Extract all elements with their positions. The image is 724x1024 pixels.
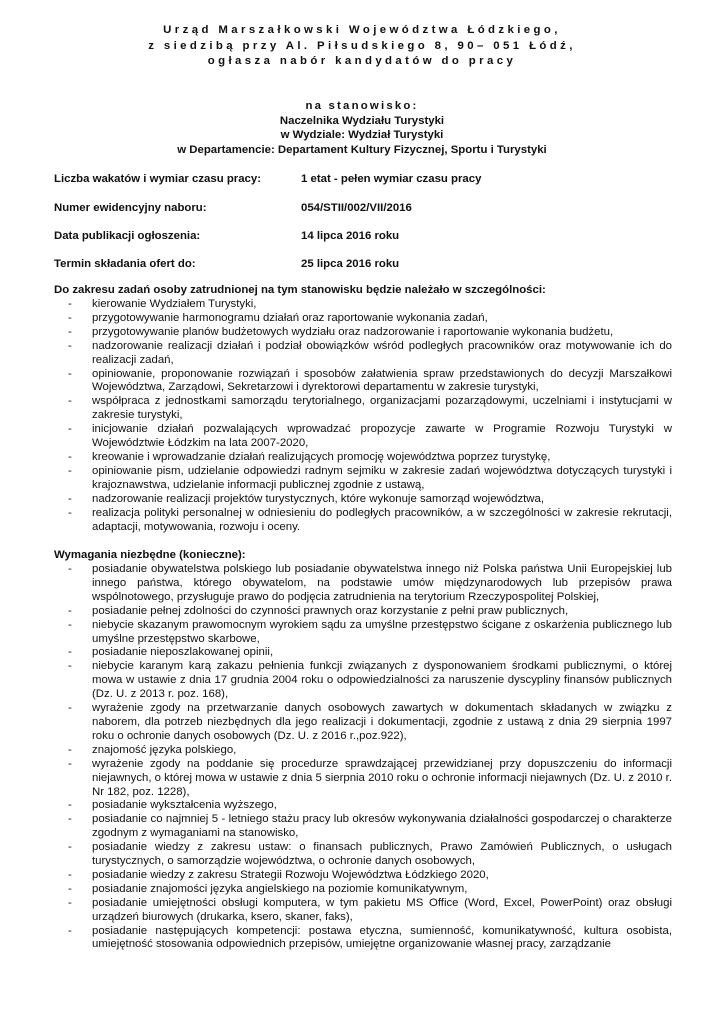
position-title: Naczelnika Wydziału Turystyki: [279, 114, 445, 127]
meta-row-deadline: [54, 258, 694, 274]
list-item: - niebycie karanym karą zakazu pełnienia funkcji związanych z dysponowaniem środkami publicznymi, o której mowa w ustawie z dnia 17 grudnia 2004 roku o odpowiedzialności za naruszenie dyscypliny finansów publicznych (Dz. U. z 2013 r. poz. 168),: [68, 660, 672, 702]
meta-value: 054/STII/002/VII/2016: [301, 202, 412, 214]
list-item: - posiadanie wykształcenia wyższego,: [68, 799, 672, 813]
list-item: - posiadanie następujących kompetencji: postawa etyczna, sumienność, komunikatywność, kultura osobista, umiejętność stosowania odpowiednich przepisów, umiejętne organizowanie własnej pracy, zarządzanie: [68, 925, 672, 953]
list-item: - nadzorowanie realizacji działań i podział obowiązków wśród podległych pracowników oraz motywowanie ich do realizacji zadań,: [68, 340, 672, 368]
meta-row-published: [54, 230, 694, 246]
meta-label: Data publikacji ogłoszenia:: [54, 230, 201, 242]
list-item: - wyrażenie zgody na przetwarzanie danych osobowych zawartych w dokumentach składanych w związku z naborem, dla potrzeb niezbędnych dla jego realizacji i dokumentacji, zgodnie z ustawą z dnia 29 sierpnia 1997 roku o ochronie danych osobowych (Dz. U. z 2016 r.,poz.922),: [68, 702, 672, 744]
list-item: - posiadanie co najmniej 5 - letniego stażu pracy lub okresów wykonywania działalności gospodarczej o charakterze zgodnym z wymaganiami na stanowisko,: [68, 813, 672, 841]
meta-row-vacancies: [54, 173, 694, 189]
list-item: - przygotowywanie harmonogramu działań oraz raportowanie wykonania zadań,: [68, 312, 672, 326]
meta-value: 14 lipca 2016 roku: [301, 230, 400, 242]
header-line-2: z siedzibą przy Al. Piłsudskiego 8, 90– 051 Łódź,: [148, 39, 576, 52]
duties-list: [68, 298, 672, 534]
list-item: - opiniowanie pism, udzielanie odpowiedzi radnym sejmiku w zakresie zadań województwa dotyczących turystyki i krajoznawstwa, udzielanie informacji publicznej zgodnie z ustawą,: [68, 465, 672, 493]
requirements-title: Wymagania niezbędne (konieczne):: [54, 549, 246, 561]
position-section: w Departamencie: Departament Kultury Fizycznej, Sportu i Turystyki: [177, 143, 547, 156]
list-item: - wyrażenie zgody na poddanie się procedurze sprawdzającej przewidzianej przy dopuszczeniu do informacji niejawnych, o której mowa w ustawie z dnia 5 sierpnia 2010 roku o ochronie informacji niejawnych (Dz. U. z 2010 r. Nr 182, poz. 1228),: [68, 758, 672, 800]
list-item: - posiadanie nieposzlakowanej opinii,: [68, 646, 672, 660]
list-item: - posiadanie znajomości języka angielskiego na poziomie komunikatywnym,: [68, 883, 672, 897]
meta-label: Numer ewidencyjny naboru:: [54, 202, 207, 214]
meta-label: Termin składania ofert do:: [54, 258, 196, 270]
meta-value: 25 lipca 2016 roku: [301, 258, 400, 270]
list-item: - nadzorowanie realizacji projektów turystycznych, które wykonuje samorząd województwa,: [68, 493, 672, 507]
list-item: - kreowanie i wprowadzanie działań realizujących promocję województwa poprzez turystykę,: [68, 451, 672, 465]
position-department: w Wydziale: Wydział Turystyki: [280, 129, 444, 141]
list-item: - posiadanie wiedzy z zakresu ustaw: o finansach publicznych, Prawo Zamówień Publicznych, o usługach turystycznych, o samorządzie województwa, o ochronie danych osobowych,: [68, 841, 672, 869]
meta-value: 1 etat - pełen wymiar czasu pracy: [301, 173, 482, 185]
meta-label: Liczba wakatów i wymiar czasu pracy:: [54, 173, 262, 185]
list-item: - przygotowywanie planów budżetowych wydziału oraz nadzorowanie i raportowanie wykonania budżetu,: [68, 326, 672, 340]
list-item: - opiniowanie, proponowanie rozwiązań i sposobów załatwienia spraw przedstawionych do decyzji Marszałkowi Województwa, Zarządowi, Sekretarzowi i dyrektorowi departamentu w zakresie turystyki,: [68, 368, 672, 396]
header-line-1: Urząd Marszałkowski Województwa Łódzkiego,: [163, 24, 561, 36]
list-item: - znajomość języka polskiego,: [68, 744, 672, 758]
list-item: - posiadanie obywatelstwa polskiego lub posiadanie obywatelstwa innego niż Polska państwa Unii Europejskiej lub innego państwa, którego obywatelom, na podstawie umów międzynarodowych lub przepisów prawa wspólnotowego, przysługuje prawo do podjęcia zatrudnienia na terytorium Rzeczypospolitej Polskiej,: [68, 563, 672, 605]
list-item: - posiadanie wiedzy z zakresu Strategii Rozwoju Województwa Łódzkiego 2020,: [68, 869, 672, 883]
position-block: [0, 99, 724, 157]
meta-row-reference: [54, 202, 694, 218]
duties-title: Do zakresu zadań osoby zatrudnionej na tym stanowisku będzie należało w szczególności:: [54, 284, 546, 296]
list-item: - niebycie skazanym prawomocnym wyrokiem sądu za umyślne przestępstwo ścigane z oskarżenia publicznego lub umyślne przestępstwo skarbowe,: [68, 619, 672, 647]
list-item: - inicjowanie działań pozwalających wprowadzać propozycje zawarte w Programie Rozwoju Turystyki w Województwie Łódzkim na lata 2007-2020,: [68, 423, 672, 451]
list-item: - współpraca z jednostkami samorządu terytorialnego, organizacjami pozarządowymi, uczelniami i instytucjami w zakresie turystyki,: [68, 395, 672, 423]
header-line-3: ogłasza nabór kandydatów do pracy: [207, 55, 517, 67]
position-intro: na stanowisko:: [305, 100, 419, 112]
list-item: - posiadanie pełnej zdolności do czynności prawnych oraz korzystanie z pełni praw publicznych,: [68, 605, 672, 619]
announcement-header: [0, 23, 724, 70]
list-item: - kierowanie Wydziałem Turystyki,: [68, 298, 672, 312]
list-item: - realizacja polityki personalnej w odniesieniu do podległych pracowników, a w szczególności w zakresie rekrutacji, adaptacji, motywowania, rozwoju i oceny.: [68, 507, 672, 535]
requirements-list: [68, 563, 672, 952]
list-item: - posiadanie umiejętności obsługi komputera, w tym pakietu MS Office (Word, Excel, PowerPoint) oraz obsługi urządzeń biurowych (drukarka, ksero, skaner, faks),: [68, 897, 672, 925]
